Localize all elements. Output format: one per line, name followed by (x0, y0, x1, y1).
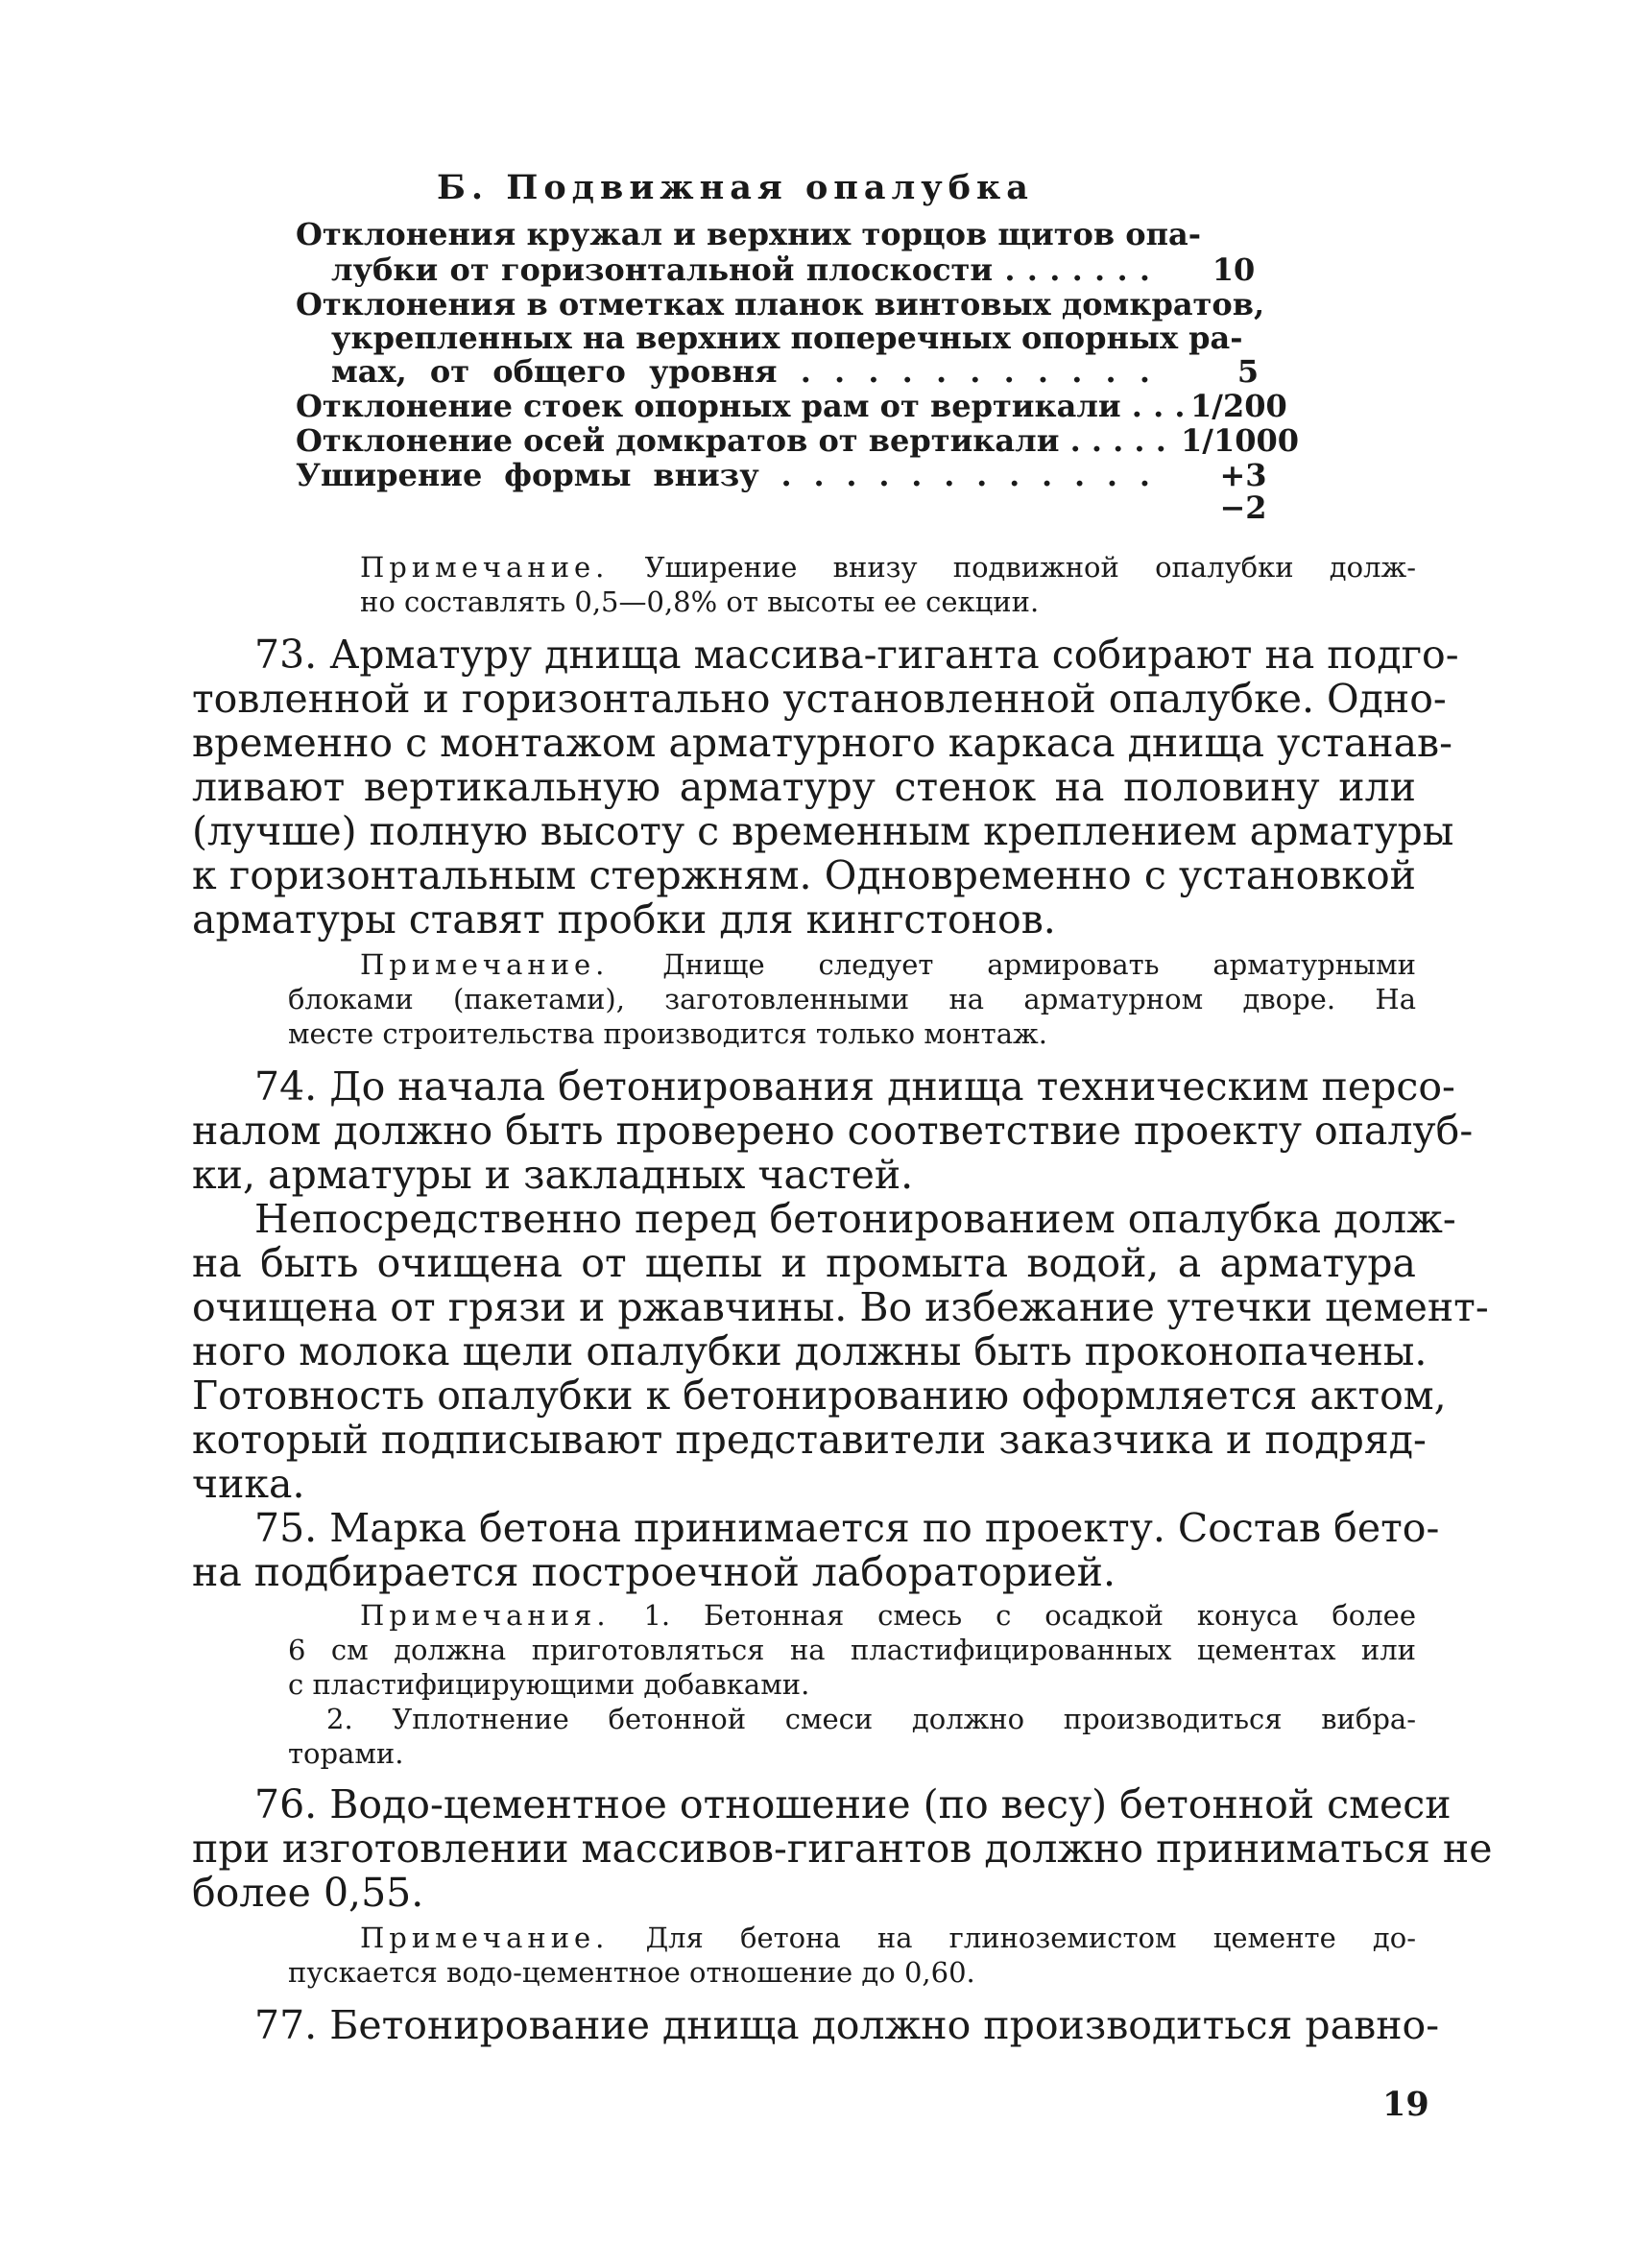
note-text: Уширение внизу подвижной опалубки долж- (644, 551, 1416, 584)
note-line (360, 1922, 1416, 1954)
tolerance-row-text: лубки от горизонтальной плоскости . . . . . . . (331, 251, 1150, 288)
paragraph-line: ки, арматуры и закладных частей. (192, 1152, 914, 1198)
note-line (360, 948, 1416, 981)
note-label: Примечание. (360, 948, 610, 981)
paragraph-line: при изготовлении массивов-гигантов должно приниматься не (192, 1826, 1493, 1872)
note-label: Примечание. (360, 1922, 610, 1954)
paragraph-line: 75. Марка бетона принимается по проекту. Состав бето- (254, 1505, 1440, 1551)
tolerance-row-text: мах, от общего уровня . . . . . . . . . . . (331, 353, 1150, 390)
paragraph-line: 77. Бетонирование днища должно производиться равно- (254, 2002, 1440, 2048)
paragraph-line: на быть очищена от щепы и промыта водой, а арматура (192, 1240, 1416, 1286)
tolerance-value: 1/200 (1190, 388, 1287, 424)
tolerance-row-text: укрепленных на верхних поперечных опорных ра- (331, 320, 1243, 356)
paragraph-line: чика. (192, 1461, 305, 1507)
tolerance-value: +3 (1219, 457, 1267, 493)
paragraph-line: временно с монтажом арматурного каркаса днища устанав- (192, 720, 1452, 766)
paragraph-line: налом должно быть проверено соответствие проекту опалуб- (192, 1108, 1474, 1154)
paragraph-line: 76. Водо-цементное отношение (по весу) бетонной смеси (254, 1781, 1452, 1827)
note-text: 1. Бетонная смесь с осадкой конуса более (643, 1599, 1416, 1632)
note-line: месте строительства производится только монтаж. (288, 1017, 1047, 1050)
paragraph-line: ного молока щели опалубки должны быть проконопачены. (192, 1328, 1428, 1374)
note-text: Для бетона на глиноземистом цементе до- (645, 1922, 1417, 1954)
paragraph-line: товленной и горизонтально установленной опалубке. Одно- (192, 676, 1447, 722)
section-title: Б. Подвижная опалубка (437, 168, 1034, 207)
tolerance-value: 5 (1236, 353, 1260, 390)
note-line (360, 1599, 1416, 1632)
tolerance-value: −2 (1219, 489, 1267, 526)
note-line: с пластифицирующими добавками. (288, 1668, 810, 1701)
paragraph-line: очищена от грязи и ржавчины. Во избежание утечки цемент- (192, 1284, 1489, 1330)
note-line: 6 см должна приготовляться на пластифицированных цементах или (288, 1634, 1416, 1666)
paragraph-line: к горизонтальным стержням. Одновременно с установкой (192, 852, 1416, 898)
paragraph-line: арматуры ставят пробки для кингстонов. (192, 896, 1056, 943)
note-line: 2. Уплотнение бетонной смеси должно производиться вибра- (326, 1703, 1416, 1735)
note-text: Днище следует армировать арматурными (662, 948, 1417, 981)
note-line: пускается водо-цементное отношение до 0,60. (288, 1956, 975, 1989)
note-line: торами. (288, 1737, 404, 1770)
tolerance-row-text: Отклонения в отметках планок винтовых домкратов, (296, 286, 1265, 322)
tolerance-value: 1/1000 (1181, 422, 1300, 459)
tolerance-row-text: Уширение формы внизу . . . . . . . . . . . . (296, 457, 1150, 493)
paragraph-line: на подбирается построечной лабораторией. (192, 1549, 1116, 1595)
note-label: Примечание. (360, 551, 610, 584)
paragraph-line: Готовность опалубки к бетонированию оформляется актом, (192, 1373, 1447, 1419)
paragraph-line: ливают вертикальную арматуру стенок на половину или (192, 764, 1416, 810)
paragraph-line: (лучше) полную высоту с временным креплением арматуры (192, 808, 1454, 854)
paragraph-line: 73. Арматуру днища массива-гиганта собирают на подго- (254, 632, 1459, 678)
tolerance-value: 10 (1212, 251, 1256, 288)
note-label: Примечания. (360, 1599, 611, 1632)
tolerance-row-text: Отклонения кружал и верхних торцов щитов опа- (296, 216, 1202, 252)
paragraph-line: который подписывают представители заказчика и подряд- (192, 1417, 1427, 1463)
note-line: но составлять 0,5—0,8% от высоты ее секции. (360, 585, 1040, 618)
tolerance-row-text: Отклонение осей домкратов от вертикали . . . . . (296, 422, 1166, 459)
page-number: 19 (1382, 2085, 1429, 2124)
paragraph-line: 74. До начала бетонирования днища техническим персо- (254, 1063, 1455, 1110)
note-line: блоками (пакетами), заготовленными на арматурном дворе. На (288, 983, 1416, 1015)
note-line (360, 551, 1416, 584)
paragraph-line: Непосредственно перед бетонированием опалубка долж- (254, 1196, 1456, 1242)
paragraph-line: более 0,55. (192, 1870, 424, 1916)
tolerance-row-text: Отклонение стоек опорных рам от вертикали . . . (296, 388, 1186, 424)
